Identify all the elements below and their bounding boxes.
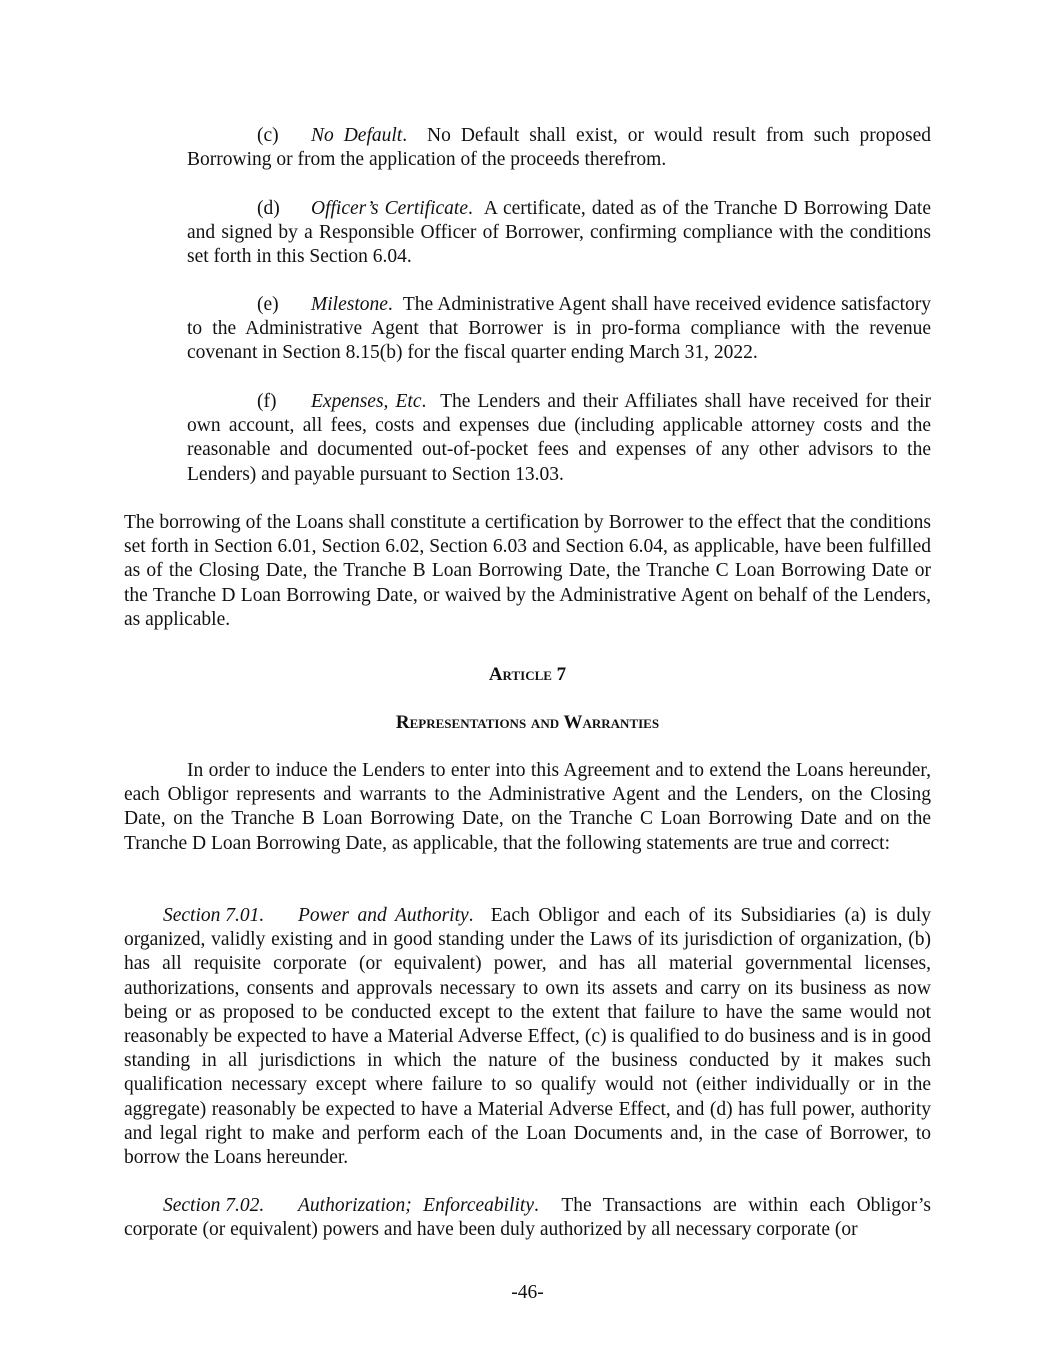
condition-f: (f) Expenses, Etc. The Lenders and their Affiliates shall have received for their own account, all fees, costs and expenses due (including applicable attorney costs and the reasonable and documented out-of-pocket fees and expenses of any other advisors to the Lenders) and payable pursuant to Section 13.03.	[187, 391, 931, 485]
condition-e: (e) Milestone. The Administrative Agent shall have received evidence satisfactory to the Administrative Agent that Borrower is in pro-forma compliance with the revenue covenant in Section 8.15(b) for the fiscal quarter ending March 31, 2022.	[187, 294, 931, 364]
condition-f-text: The Lenders and their Affiliates shall have received for their own account, all fees, costs and expenses due (including applicable attorney costs and the reasonable and documented out-of-pocket fees and expenses of any other advisors to the Lenders) and payable pursuant to Section 13.03.	[187, 391, 931, 485]
article-title: Representations and Warranties	[395, 712, 660, 733]
condition-c-text: No Default shall exist, or would result from such proposed Borrowing or from the application of the proceeds therefrom.	[187, 125, 932, 171]
condition-e-label: (e)	[257, 294, 279, 315]
condition-e-title: Milestone	[311, 294, 388, 315]
section-7-01-text: Each Obligor and each of its Subsidiaries (a) is duly organized, validly existing and in good standing under the Laws of its jurisdiction of organization, (b) has all requisite corporate (or equivalent) power, and has all material governmental licenses, authorizations, consents and approvals necessary to own its assets and carry on its business as now being or as proposed to be conducted except to the extent that failure to have the same would not reasonably be expected to have a Material Adverse Effect, (c) is qualified to do business and is in good standing in all jurisdictions in which the nature of the business conducted by it makes such qualification necessary except where failure to so qualify would not (either individually or in the aggregate) reasonably be expected to have a Material Adverse Effect, and (d) has full power, authority and legal right to make and perform each of the Loan Documents and, in the case of Borrower, to borrow the Loans hereunder.	[124, 905, 932, 1169]
section-7-02: Section 7.02. Authorization; Enforceability. The Transactions are within each Obligor’s corporate (or equivalent) powers and have been duly authorized by all necessary corporate (or	[124, 1195, 931, 1241]
section-7-01: Section 7.01. Power and Authority. Each Obligor and each of its Subsidiaries (a) is duly organized, validly existing and in good standing under the Laws of its jurisdiction of organization, (b) has all requisite corporate (or equivalent) power, and has all material governmental licenses, authorizations, consents and approvals necessary to own its assets and carry on its business as now being or as proposed to be conducted except to the extent that failure to have the same would not reasonably be expected to have a Material Adverse Effect, (c) is qualified to do business and is in good standing in all jurisdictions in which the nature of the business conducted by it makes such qualification necessary except where failure to so qualify would not (either individually or in the aggregate) reasonably be expected to have a Material Adverse Effect, and (d) has full power, authority and legal right to make and perform each of the Loan Documents and, in the case of Borrower, to borrow the Loans hereunder.	[124, 905, 932, 1169]
condition-c-label: (c)	[257, 125, 279, 146]
borrowing-paragraph: The borrowing of the Loans shall constitute a certification by Borrower to the effect that the conditions set forth in Section 6.01, Section 6.02, Section 6.03 and Section 6.04, as applicable, have been fulfilled as of the Closing Date, the Tranche B Loan Borrowing Date, the Tranche C Loan Borrowing Date or the Tranche D Loan Borrowing Date, or waived by the Administrative Agent on behalf of the Lenders, as applicable.	[124, 512, 931, 630]
condition-f-label: (f)	[257, 391, 277, 412]
condition-c-title: No Default	[311, 125, 403, 146]
section-7-02-text: The Transactions are within each Obligor’s corporate (or equivalent) powers and have been duly authorized by all necessary corporate (or	[124, 1195, 931, 1241]
page-number: -46-	[511, 1282, 544, 1303]
condition-d-label: (d)	[257, 198, 280, 219]
condition-d-title: Officer’s Certificate	[311, 198, 468, 219]
section-7-02-label: Section 7.02.	[163, 1195, 265, 1216]
article-intro: In order to induce the Lenders to enter into this Agreement and to extend the Loans hereunder, each Obligor represents and warrants to the Administrative Agent and the Lenders, on the Closing Date, on the Tranche B Loan Borrowing Date, on the Tranche C Loan Borrowing Date and on the Tranche D Loan Borrowing Date, as applicable, that the following statements are true and correct:	[124, 760, 931, 854]
condition-c: (c) No Default. No Default shall exist, or would result from such proposed Borrowing or from the application of the proceeds therefrom.	[187, 125, 932, 171]
section-7-02-title: Authorization; Enforceability	[298, 1195, 534, 1216]
condition-f-title: Expenses, Etc	[311, 391, 422, 412]
section-7-01-title: Power and Authority	[298, 905, 469, 926]
condition-d-text: A certificate, dated as of the Tranche D Borrowing Date and signed by a Responsible Officer of Borrower, confirming compliance with the conditions set forth in this Section 6.04.	[187, 198, 931, 268]
article-number: Article 7	[488, 664, 567, 685]
condition-e-text: The Administrative Agent shall have received evidence satisfactory to the Administrative Agent that Borrower is in pro-forma compliance with the revenue covenant in Section 8.15(b) for the fiscal quarter ending March 31, 2022.	[187, 294, 931, 364]
section-7-01-label: Section 7.01.	[163, 905, 265, 926]
condition-d: (d) Officer’s Certificate. A certificate, dated as of the Tranche D Borrowing Date and signed by a Responsible Officer of Borrower, confirming compliance with the conditions set forth in this Section 6.04.	[187, 198, 931, 268]
